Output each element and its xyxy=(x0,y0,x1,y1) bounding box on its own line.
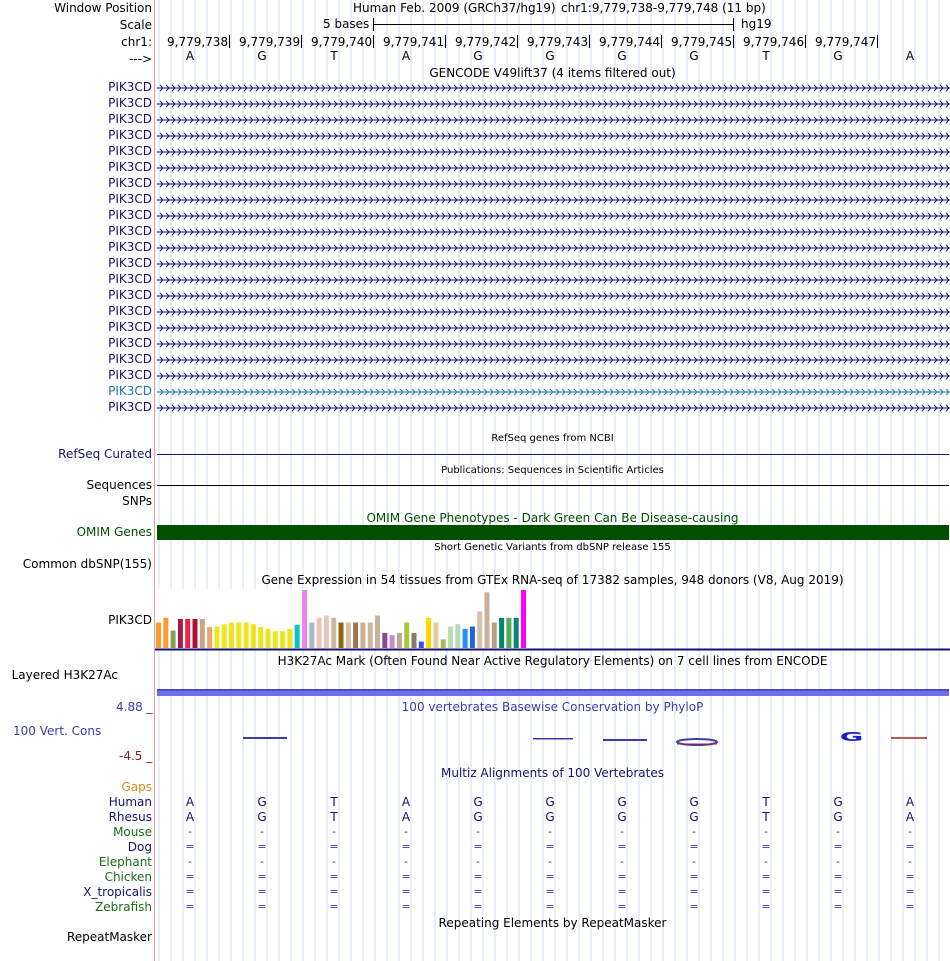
gtex-tissue-bar xyxy=(302,590,307,648)
multiz-alignment-cell: = xyxy=(761,840,771,853)
gencode-row-label[interactable]: PIK3CD xyxy=(108,176,152,190)
multiz-alignment-cell: = xyxy=(185,870,195,883)
multiz-alignment-cell: = xyxy=(545,870,555,883)
gencode-row-label[interactable]: PIK3CD xyxy=(108,336,152,350)
multiz-alignment-cell: A xyxy=(905,795,915,809)
multiz-alignment-cell: - xyxy=(764,855,768,868)
multiz-alignment-cell: A xyxy=(401,810,411,824)
publications-track-title[interactable]: Publications: Sequences in Scientific Articles xyxy=(441,465,664,476)
multiz-alignment-cell: = xyxy=(689,900,699,913)
multiz-alignment-cell: - xyxy=(836,855,840,868)
gtex-tissue-bar xyxy=(317,618,322,648)
multiz-alignment-cell: G xyxy=(617,810,627,824)
multiz-alignment-cell: = xyxy=(833,900,843,913)
h3k27ac-signal-top xyxy=(157,689,949,691)
multiz-alignment-cell: - xyxy=(548,855,552,868)
gaps-label[interactable]: Gaps xyxy=(121,780,152,794)
gtex-tissue-bar xyxy=(339,623,344,649)
multiz-alignment-cell: - xyxy=(476,825,480,838)
base-letter: A xyxy=(185,49,195,63)
gtex-tissue-bar xyxy=(426,618,431,648)
multiz-alignment-cell: = xyxy=(689,840,699,853)
gtex-tissue-bar xyxy=(404,623,409,649)
gencode-row-label[interactable]: PIK3CD xyxy=(108,96,152,110)
dbsnp-track-title[interactable]: Short Genetic Variants from dbSNP release 155 xyxy=(434,542,671,553)
multiz-alignment-cell: G xyxy=(689,795,699,809)
base-letter: A xyxy=(401,49,411,63)
multiz-alignment-cell: A xyxy=(185,795,195,809)
multiz-alignment-cell: T xyxy=(330,795,338,809)
gtex-tissue-bar xyxy=(258,627,263,648)
multiz-alignment-cell: G xyxy=(473,795,483,809)
gtex-tissue-bar xyxy=(251,624,256,648)
multiz-alignment-cell: = xyxy=(401,885,411,898)
gencode-transcript[interactable] xyxy=(157,115,950,125)
base-letter: G xyxy=(617,49,627,63)
coordinate-label: 9,779,744 xyxy=(599,35,661,49)
scale-bar xyxy=(373,24,733,25)
multiz-alignment-cell: T xyxy=(762,810,770,824)
multiz-alignment-cell: = xyxy=(617,885,627,898)
multiz-species-label[interactable]: Chicken xyxy=(104,870,152,884)
gencode-transcript[interactable] xyxy=(157,355,950,365)
multiz-species-label[interactable]: X_tropicalis xyxy=(83,885,152,899)
multiz-alignment-cell: = xyxy=(689,885,699,898)
gtex-track-title[interactable]: Gene Expression in 54 tissues from GTEx RNA-seq of 17382 samples, 948 donors (V8, Aug 2019) xyxy=(261,573,844,587)
gencode-row-label[interactable]: PIK3CD xyxy=(108,208,152,222)
gencode-transcript[interactable] xyxy=(157,323,950,333)
multiz-alignment-cell: = xyxy=(185,840,195,853)
conservation-plot[interactable] xyxy=(155,715,950,755)
coordinate-label: 9,779,745 xyxy=(671,35,733,49)
coordinate-label: 9,779,747 xyxy=(815,35,877,49)
conservation-label[interactable]: 100 Vert. Cons xyxy=(13,724,102,738)
gencode-row-label[interactable]: PIK3CD xyxy=(108,368,152,382)
gtex-tissue-bar xyxy=(244,623,249,649)
multiz-alignment-cell: = xyxy=(329,840,339,853)
base-letter: A xyxy=(905,49,915,63)
gencode-transcript[interactable] xyxy=(157,403,950,413)
multiz-alignment-cell: G xyxy=(257,795,267,809)
base-letter: G xyxy=(257,49,267,63)
coordinate-label: 9,779,746 xyxy=(743,35,805,49)
gtex-tissue-bar xyxy=(353,623,358,649)
coordinate-label: 9,779,739 xyxy=(239,35,301,49)
multiz-alignment-cell: - xyxy=(260,855,264,868)
multiz-alignment-cell: = xyxy=(833,870,843,883)
multiz-alignment-cell: - xyxy=(404,825,408,838)
gtex-tissue-bar xyxy=(492,623,497,649)
gtex-tissue-bar xyxy=(382,633,387,648)
multiz-alignment-cell: G xyxy=(473,810,483,824)
multiz-alignment-cell: - xyxy=(188,855,192,868)
conservation-track-title[interactable]: 100 vertebrates Basewise Conservation by PhyloP xyxy=(401,700,704,714)
gencode-row-label[interactable]: PIK3CD xyxy=(108,112,152,126)
coordinate-label: 9,779,738 xyxy=(167,35,229,49)
gtex-tissue-bar xyxy=(368,623,373,649)
gtex-tissue-bar xyxy=(178,619,183,648)
gtex-tissue-bar xyxy=(506,618,511,648)
multiz-alignment-cell: = xyxy=(617,870,627,883)
multiz-alignment-cell: T xyxy=(762,795,770,809)
multiz-alignment-cell: = xyxy=(473,870,483,883)
coordinate-label: 9,779,741 xyxy=(383,35,445,49)
multiz-alignment-cell: = xyxy=(545,900,555,913)
coordinate-tick xyxy=(877,35,878,48)
refseq-track-title[interactable]: RefSeq genes from NCBI xyxy=(491,433,614,444)
gencode-transcript[interactable] xyxy=(157,179,950,189)
coordinate-tick xyxy=(733,35,734,48)
multiz-alignment-cell: - xyxy=(620,825,624,838)
multiz-species-label[interactable]: Dog xyxy=(127,840,152,854)
multiz-alignment-cell: = xyxy=(689,870,699,883)
gtex-tissue-bar xyxy=(397,633,402,648)
base-letter: T xyxy=(330,49,338,63)
refseq-label[interactable]: RefSeq Curated xyxy=(58,447,152,461)
multiz-alignment-cell: = xyxy=(473,900,483,913)
multiz-alignment-cell: - xyxy=(188,825,192,838)
gencode-row-label[interactable]: PIK3CD xyxy=(108,192,152,206)
coordinate-tick xyxy=(661,35,662,48)
gtex-tissue-bar xyxy=(390,635,395,648)
strand-label: ---> xyxy=(128,52,152,66)
coordinate-tick xyxy=(445,35,446,48)
multiz-alignment-cell: - xyxy=(908,825,912,838)
gtex-tissue-bar xyxy=(514,618,519,648)
multiz-alignment-cell: = xyxy=(473,840,483,853)
gtex-tissue-bar xyxy=(229,623,234,649)
gtex-tissue-bar xyxy=(214,627,219,649)
label-column-border xyxy=(154,0,155,961)
coordinate-tick xyxy=(517,35,518,48)
gencode-transcript[interactable] xyxy=(157,195,950,205)
gencode-row-label[interactable]: PIK3CD xyxy=(108,384,152,398)
gtex-tissue-bar xyxy=(193,619,198,648)
position-text[interactable]: chr1:9,779,738-9,779,748 (11 bp) xyxy=(561,1,766,15)
assembly-text: Human Feb. 2009 (GRCh37/hg19) xyxy=(353,1,556,15)
multiz-alignment-cell: = xyxy=(761,885,771,898)
multiz-alignment-cell: G xyxy=(545,795,555,809)
gencode-transcript[interactable] xyxy=(157,371,950,381)
gtex-tissue-bar xyxy=(433,623,438,649)
gtex-bar-chart[interactable] xyxy=(155,586,950,652)
multiz-alignment-cell: G xyxy=(689,810,699,824)
omim-gene-bar[interactable] xyxy=(157,525,949,540)
multiz-species-label[interactable]: Elephant xyxy=(98,855,152,869)
gtex-tissue-bar xyxy=(375,616,380,649)
multiz-alignment-cell: = xyxy=(257,870,267,883)
h3k27ac-track-title[interactable]: H3K27Ac Mark (Often Found Near Active Regulatory Elements) on 7 cell lines from ENCODE xyxy=(277,654,828,668)
gtex-tissue-bar xyxy=(236,623,241,649)
gtex-tissue-bar xyxy=(309,623,314,649)
omim-label[interactable]: OMIM Genes xyxy=(76,525,152,539)
multiz-species-label[interactable]: Zebrafish xyxy=(95,900,152,914)
multiz-alignment-cell: G xyxy=(833,810,843,824)
multiz-alignment-cell: A xyxy=(401,795,411,809)
scale-bar-left-tick xyxy=(373,18,374,31)
gencode-row-label[interactable]: PIK3CD xyxy=(108,400,152,414)
multiz-alignment-cell: = xyxy=(545,885,555,898)
multiz-alignment-cell: A xyxy=(185,810,195,824)
base-letter: G xyxy=(545,49,555,63)
multiz-alignment-cell: A xyxy=(905,810,915,824)
gtex-tissue-bar xyxy=(163,618,168,648)
multiz-alignment-cell: - xyxy=(332,855,336,868)
gencode-row-label[interactable]: PIK3CD xyxy=(108,256,152,270)
gtex-tissue-bar xyxy=(273,631,278,648)
gencode-row-label[interactable]: PIK3CD xyxy=(108,320,152,334)
multiz-alignment-cell: = xyxy=(329,870,339,883)
conservation-min-label: -4.5 _ xyxy=(119,749,153,763)
coordinate-tick xyxy=(301,35,302,48)
multiz-alignment-cell: - xyxy=(548,825,552,838)
multiz-alignment-cell: - xyxy=(404,855,408,868)
coordinate-label: 9,779,740 xyxy=(311,35,373,49)
multiz-alignment-cell: = xyxy=(617,900,627,913)
multiz-alignment-cell: = xyxy=(257,885,267,898)
scale-bar-right-tick xyxy=(733,18,734,31)
base-letter: T xyxy=(762,49,770,63)
gencode-transcript[interactable] xyxy=(157,387,950,397)
gtex-tissue-bar xyxy=(185,619,190,648)
gtex-tissue-bar xyxy=(287,629,292,648)
coordinate-tick xyxy=(373,35,374,48)
multiz-species-label[interactable]: Human xyxy=(108,795,152,809)
conservation-max-label: 4.88 _ xyxy=(116,700,153,714)
multiz-alignment-cell: G xyxy=(833,795,843,809)
multiz-alignment-cell: = xyxy=(905,870,915,883)
gencode-row-label[interactable]: PIK3CD xyxy=(108,304,152,318)
gtex-tissue-bar xyxy=(171,631,176,648)
phylop-mark-3 xyxy=(603,739,647,741)
base-letter: G xyxy=(833,49,843,63)
multiz-alignment-cell: = xyxy=(833,885,843,898)
gencode-transcript[interactable] xyxy=(157,147,950,157)
gtex-tissue-bar xyxy=(266,629,271,648)
multiz-alignment-cell: G xyxy=(545,810,555,824)
gencode-row-label[interactable]: PIK3CD xyxy=(108,224,152,238)
gencode-transcript[interactable] xyxy=(157,291,950,301)
gencode-transcript[interactable] xyxy=(157,243,950,253)
gtex-tissue-bar xyxy=(346,623,351,649)
multiz-alignment-cell: = xyxy=(905,840,915,853)
gencode-transcript[interactable] xyxy=(157,339,950,349)
multiz-species-label[interactable]: Mouse xyxy=(113,825,152,839)
omim-track-title[interactable]: OMIM Gene Phenotypes - Dark Green Can Be Disease-causing xyxy=(366,511,739,525)
gencode-transcript[interactable] xyxy=(157,259,950,269)
multiz-alignment-cell: - xyxy=(332,825,336,838)
coordinate-tick xyxy=(805,35,806,48)
coordinate-tick xyxy=(589,35,590,48)
window-position-label: Window Position xyxy=(54,1,152,15)
gtex-tissue-bar xyxy=(295,625,300,648)
chr-label: chr1: xyxy=(121,35,152,49)
phylop-mark-1 xyxy=(243,737,287,739)
multiz-alignment-cell: - xyxy=(908,855,912,868)
multiz-species-label[interactable]: Rhesus xyxy=(108,810,152,824)
gencode-transcript[interactable] xyxy=(157,99,950,109)
gencode-row-label[interactable]: PIK3CD xyxy=(108,160,152,174)
refseq-gene-line[interactable] xyxy=(157,454,949,455)
gtex-tissue-bar xyxy=(441,639,446,648)
gencode-row-label[interactable]: PIK3CD xyxy=(108,80,152,94)
repeatmasker-label[interactable]: RepeatMasker xyxy=(66,930,152,944)
gencode-row-label[interactable]: PIK3CD xyxy=(108,272,152,286)
multiz-alignment-cell: - xyxy=(836,825,840,838)
multiz-alignment-cell: = xyxy=(401,870,411,883)
scale-text: 5 bases xyxy=(323,17,370,31)
gtex-tissue-bar xyxy=(331,618,336,648)
base-letter: G xyxy=(473,49,483,63)
multiz-alignment-cell: = xyxy=(401,840,411,853)
gencode-transcript[interactable] xyxy=(157,163,950,173)
gtex-tissue-bar xyxy=(470,627,475,649)
multiz-alignment-cell: T xyxy=(330,810,338,824)
gtex-tissue-bar xyxy=(521,590,526,648)
multiz-alignment-cell: - xyxy=(620,855,624,868)
dbsnp-label[interactable]: Common dbSNP(155) xyxy=(22,557,152,571)
gencode-transcript[interactable] xyxy=(157,307,950,317)
coordinate-tick xyxy=(229,35,230,48)
multiz-alignment-cell: = xyxy=(329,885,339,898)
multiz-alignment-cell: = xyxy=(257,840,267,853)
gencode-transcript[interactable] xyxy=(157,131,950,141)
multiz-alignment-cell: = xyxy=(761,900,771,913)
gtex-label[interactable]: PIK3CD xyxy=(108,613,152,627)
multiz-alignment-cell: = xyxy=(545,840,555,853)
gtex-tissue-bar xyxy=(455,624,460,648)
phylop-base-glyph: G xyxy=(839,729,864,745)
gencode-row-label[interactable]: PIK3CD xyxy=(108,128,152,142)
gencode-transcript[interactable] xyxy=(157,227,950,237)
multiz-alignment-cell: = xyxy=(905,885,915,898)
multiz-alignment-cell: = xyxy=(473,885,483,898)
multiz-alignment-cell: - xyxy=(692,855,696,868)
scale-db: hg19 xyxy=(741,17,772,31)
multiz-alignment-cell: = xyxy=(257,900,267,913)
gtex-tissue-bar xyxy=(280,631,285,648)
multiz-alignment-cell: - xyxy=(260,825,264,838)
gencode-transcript[interactable] xyxy=(157,211,950,221)
multiz-alignment-cell: = xyxy=(905,900,915,913)
coordinate-label: 9,779,742 xyxy=(455,35,517,49)
gencode-transcript[interactable] xyxy=(157,83,950,93)
multiz-alignment-cell: = xyxy=(329,900,339,913)
multiz-alignment-cell: G xyxy=(257,810,267,824)
gencode-track-title[interactable]: GENCODE V49lift37 (4 items filtered out) xyxy=(429,66,676,80)
gtex-tissue-bar xyxy=(200,619,205,648)
gencode-row-label[interactable]: PIK3CD xyxy=(108,240,152,254)
coordinate-label: 9,779,743 xyxy=(527,35,589,49)
gtex-tissue-bar xyxy=(324,616,329,649)
multiz-alignment-cell: = xyxy=(761,870,771,883)
multiz-alignment-cell: = xyxy=(185,900,195,913)
multiz-alignment-cell: G xyxy=(617,795,627,809)
multiz-alignment-cell: = xyxy=(401,900,411,913)
gencode-row-label[interactable]: PIK3CD xyxy=(108,352,152,366)
gtex-tissue-bar xyxy=(485,592,490,648)
multiz-track-title[interactable]: Multiz Alignments of 100 Vertebrates xyxy=(440,766,665,780)
gtex-tissue-bar xyxy=(207,627,212,648)
gtex-tissue-bar xyxy=(222,624,227,648)
gtex-tissue-bar xyxy=(477,612,482,649)
h3k27ac-label[interactable]: Layered H3K27Ac xyxy=(11,668,118,682)
gencode-row-label[interactable]: PIK3CD xyxy=(108,288,152,302)
gtex-tissue-bar xyxy=(156,623,161,649)
publications-line[interactable] xyxy=(157,485,949,486)
gencode-transcript[interactable] xyxy=(157,275,950,285)
gencode-row-label[interactable]: PIK3CD xyxy=(108,144,152,158)
gtex-tissue-bar xyxy=(419,642,424,648)
publications-label[interactable]: Sequences xyxy=(86,478,152,492)
multiz-alignment-cell: = xyxy=(617,840,627,853)
multiz-alignment-cell: - xyxy=(476,855,480,868)
gtex-tissue-bar xyxy=(448,627,453,649)
gtex-tissue-bar xyxy=(412,633,417,648)
snps-label[interactable]: SNPs xyxy=(122,494,152,508)
phylop-mark-2 xyxy=(533,738,573,740)
multiz-alignment-cell: - xyxy=(764,825,768,838)
repeatmasker-track-title[interactable]: Repeating Elements by RepeatMasker xyxy=(438,916,667,930)
multiz-alignment-cell: = xyxy=(833,840,843,853)
multiz-alignment-cell: = xyxy=(185,885,195,898)
gtex-tissue-bar xyxy=(360,623,365,649)
gtex-tissue-bar xyxy=(499,618,504,648)
scale-label: Scale xyxy=(119,18,152,32)
gtex-tissue-bar xyxy=(463,629,468,648)
base-letter: G xyxy=(689,49,699,63)
multiz-alignment-cell: - xyxy=(692,825,696,838)
